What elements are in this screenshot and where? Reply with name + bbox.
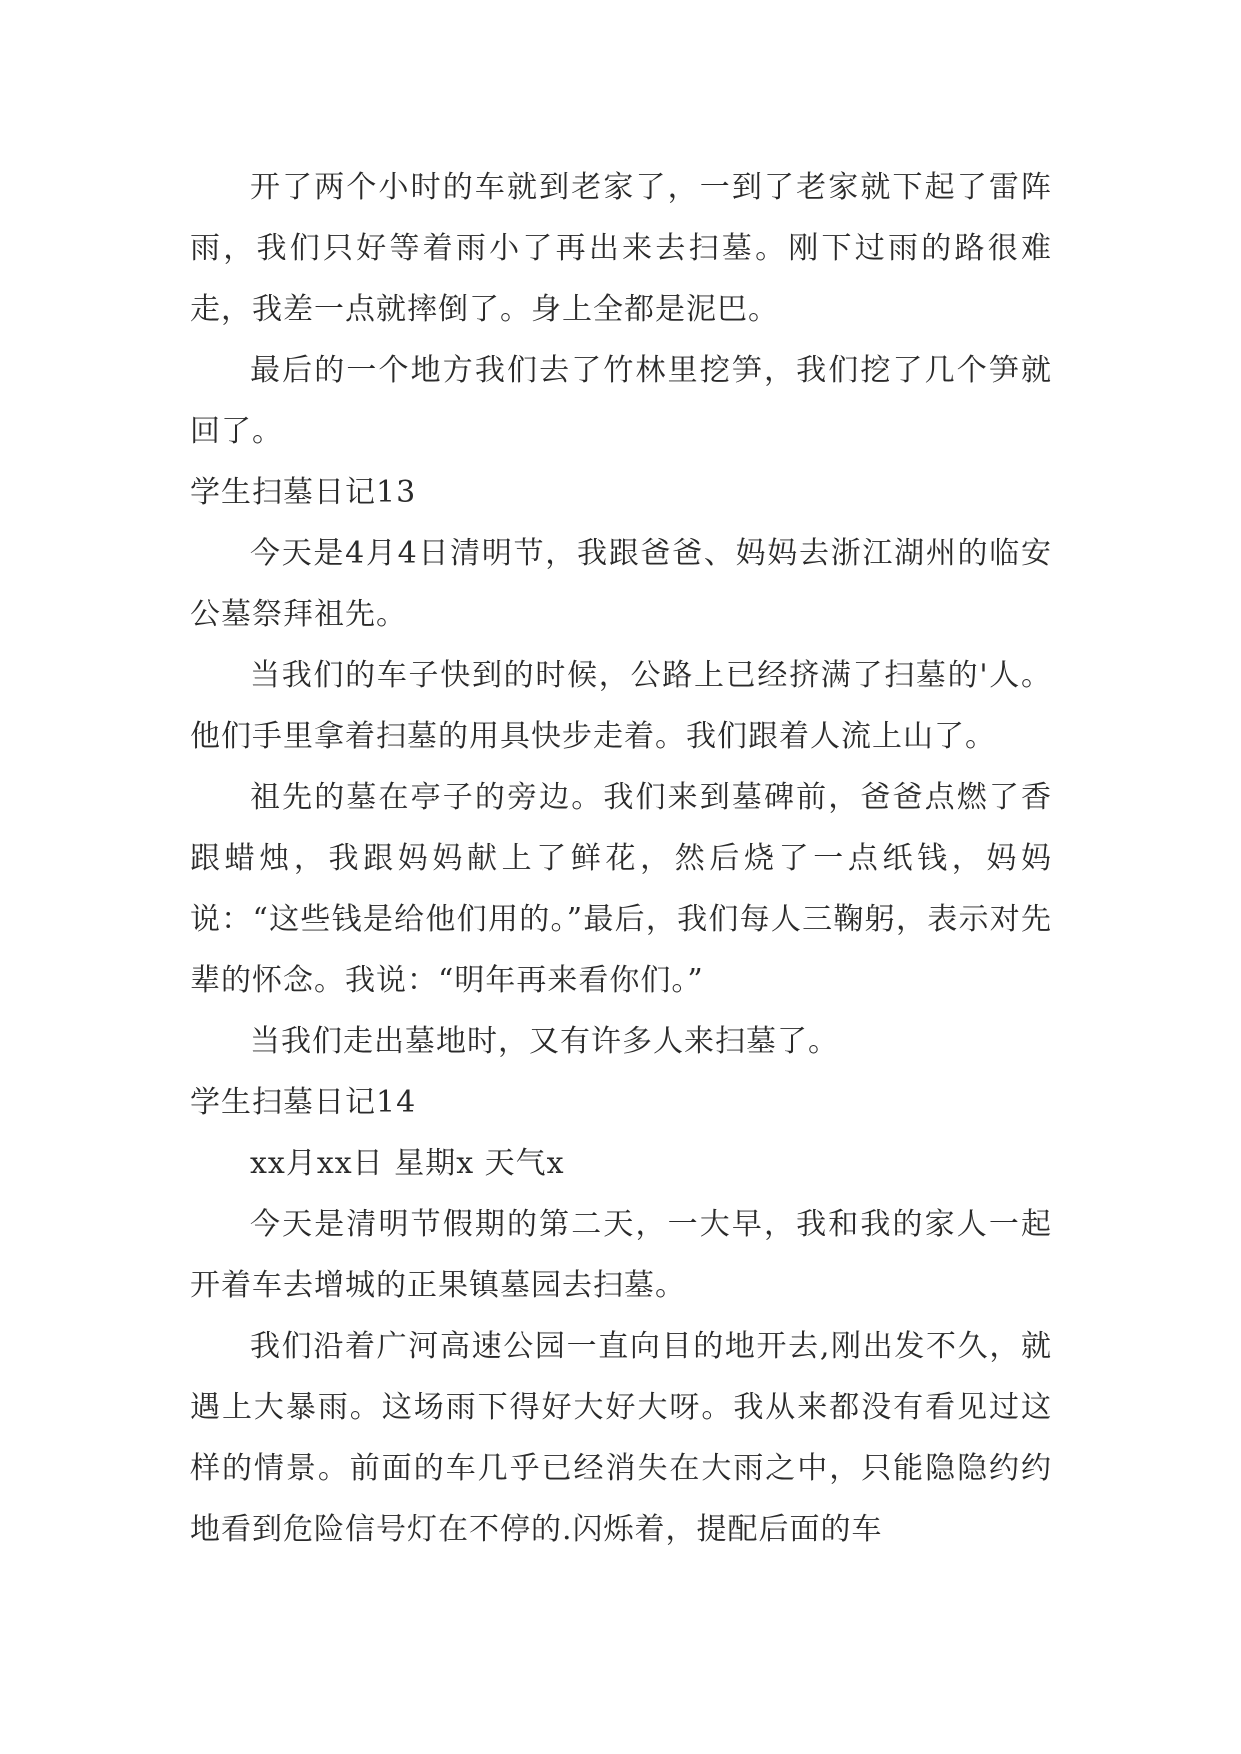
paragraph: 今天是4月4日清明节，我跟爸爸、妈妈去浙江湖州的临安公墓祭拜祖先。 [190,536,1052,632]
document-body [190,157,1052,1560]
paragraph: 当我们的车子快到的时候，公路上已经挤满了扫墓的'人。他们手里拿着扫墓的用具快步走着。我们跟着人流上山了。 [190,658,1052,754]
paragraph: 今天是清明节假期的第二天，一大早，我和我的家人一起开着车去增城的正果镇墓园去扫墓。 [190,1207,1052,1303]
section-heading: 学生扫墓日记13 [190,475,417,510]
paragraph: 我们沿着广河高速公园一直向目的地开去,刚出发不久，就遇上大暴雨。这场雨下得好大好大呀。我从来都没有看见过这样的情景。前面的车几乎已经消失在大雨之中，只能隐隐约约地看到危险信号灯在不停的.闪烁着，提配后面的车 [190,1329,1052,1547]
paragraph: 最后的一个地方我们去了竹林里挖笋，我们挖了几个笋就回了。 [190,353,1052,449]
paragraph: 开了两个小时的车就到老家了，一到了老家就下起了雷阵雨，我们只好等着雨小了再出来去扫墓。刚下过雨的路很难走，我差一点就摔倒了。身上全都是泥巴。 [190,170,1052,327]
paragraph: 祖先的墓在亭子的旁边。我们来到墓碑前，爸爸点燃了香跟蜡烛，我跟妈妈献上了鲜花，然后烧了一点纸钱，妈妈说：“这些钱是给他们用的。”最后，我们每人三鞠躬，表示对先辈的怀念。我说：“明年再来看你们。” [190,780,1052,998]
date-line: xx月xx日 星期x 天气x [250,1146,565,1181]
section-heading: 学生扫墓日记14 [190,1085,417,1120]
paragraph: 当我们走出墓地时，又有许多人来扫墓了。 [250,1024,839,1059]
